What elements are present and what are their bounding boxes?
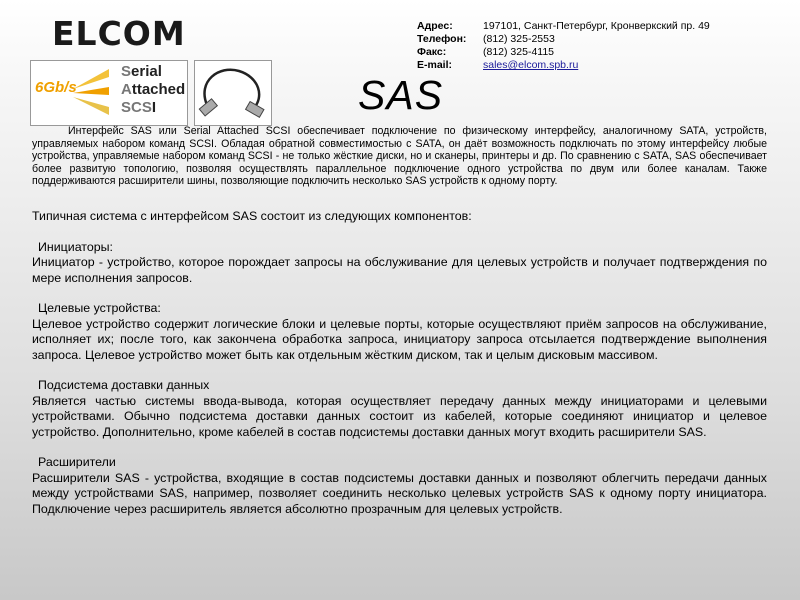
section-title-initiators: Инициаторы: <box>38 239 113 254</box>
sas-logo-badge <box>30 60 188 126</box>
contact-row-email <box>417 59 710 72</box>
sas-cable-photo <box>194 60 272 126</box>
section-text-delivery: Является частью системы ввода-вывода, которая осуществляет передачу данных между инициаторами и целевыми устройствами. Обычно подсистема доставки данных состоит из кабелей, которые соединяют инициатор и целевое устройство. Дополнительно, кроме кабелей в состав подсистемы доставки данных могут входить расширители SAS. <box>32 393 767 439</box>
section-title-targets: Целевые устройства: <box>38 301 161 315</box>
contact-row-phone <box>417 33 710 46</box>
components-lead: Типичная система с интерфейсом SAS состоит из следующих компонентов: <box>32 209 472 223</box>
contact-label: Адрес: <box>417 20 453 32</box>
signal-rays-icon <box>71 67 111 119</box>
contact-row-address <box>417 20 710 33</box>
email-link[interactable]: sales@elcom.spb.ru <box>483 59 579 71</box>
contact-row-fax <box>417 46 710 59</box>
sas-wordmark: Serial Attached SCSI <box>121 63 186 116</box>
section-text-targets: Целевое устройство содержит логические блоки и целевые порты, которые осуществляют приём запросов на обслуживание, исполняет их; после того, как закончена обработка запроса, инициатору запроса отсылается подтверждение выполнения запроса. Целевое устройство может быть как отдельным жёстким диском, так и целым дисковым массивом. <box>32 316 767 362</box>
contact-value: 197101, Санкт-Петербург, Кронверкский пр. 49 <box>483 20 710 32</box>
components-content <box>32 209 767 532</box>
section-title-expanders: Расширители <box>38 455 116 469</box>
speed-label: 6Gb/s <box>35 79 77 96</box>
section-title-delivery: Подсистема доставки данных <box>38 378 210 392</box>
contact-label: E-mail: <box>417 59 453 71</box>
elcom-logo: ELCOM <box>52 14 186 53</box>
contact-value: (812) 325-2553 <box>483 33 555 45</box>
contact-label: Факс: <box>417 46 447 58</box>
contact-block <box>417 20 710 72</box>
contact-label: Телефон: <box>417 33 467 45</box>
intro-paragraph: Интерфейс SAS или Serial Attached SCSI обеспечивает подключение по физическому интерфейсу, аналогичному SATA, устройств, управляемых набором команд SCSI. Обладая обратной совместимостью с SATA, он даёт возможность подключать по этому интерфейсу любые устройства, управляемые набором команд SCSI - не только жёсткие диски, но и сканеры, принтеры и др. По сравнению с SATA, SAS обеспечивает более развитую топологию, позволяя осуществлять параллельное подключение одного устройства по двум или более каналам. Также поддерживаются расширители шины, позволяющие подключить несколько SAS устройств к одному порту. <box>32 125 767 188</box>
section-text-initiators: Инициатор - устройство, которое порождает запросы на обслуживание для целевых устройств и получает подтверждения по мере исполнения запросов. <box>32 255 767 285</box>
contact-value: (812) 325-4115 <box>483 46 555 58</box>
section-text-expanders: Расширители SAS - устройства, входящие в состав подсистемы доставки данных и позволяют облегчить передачи данных между устройствами SAS, например, позволяет соединить несколько целевых устройств SAS к одному порту инициатора. Подключение через расширитель является абсолютно прозрачным для целевых устройств. <box>32 470 767 516</box>
page-title: SAS <box>358 72 444 118</box>
cable-icon <box>195 61 271 125</box>
